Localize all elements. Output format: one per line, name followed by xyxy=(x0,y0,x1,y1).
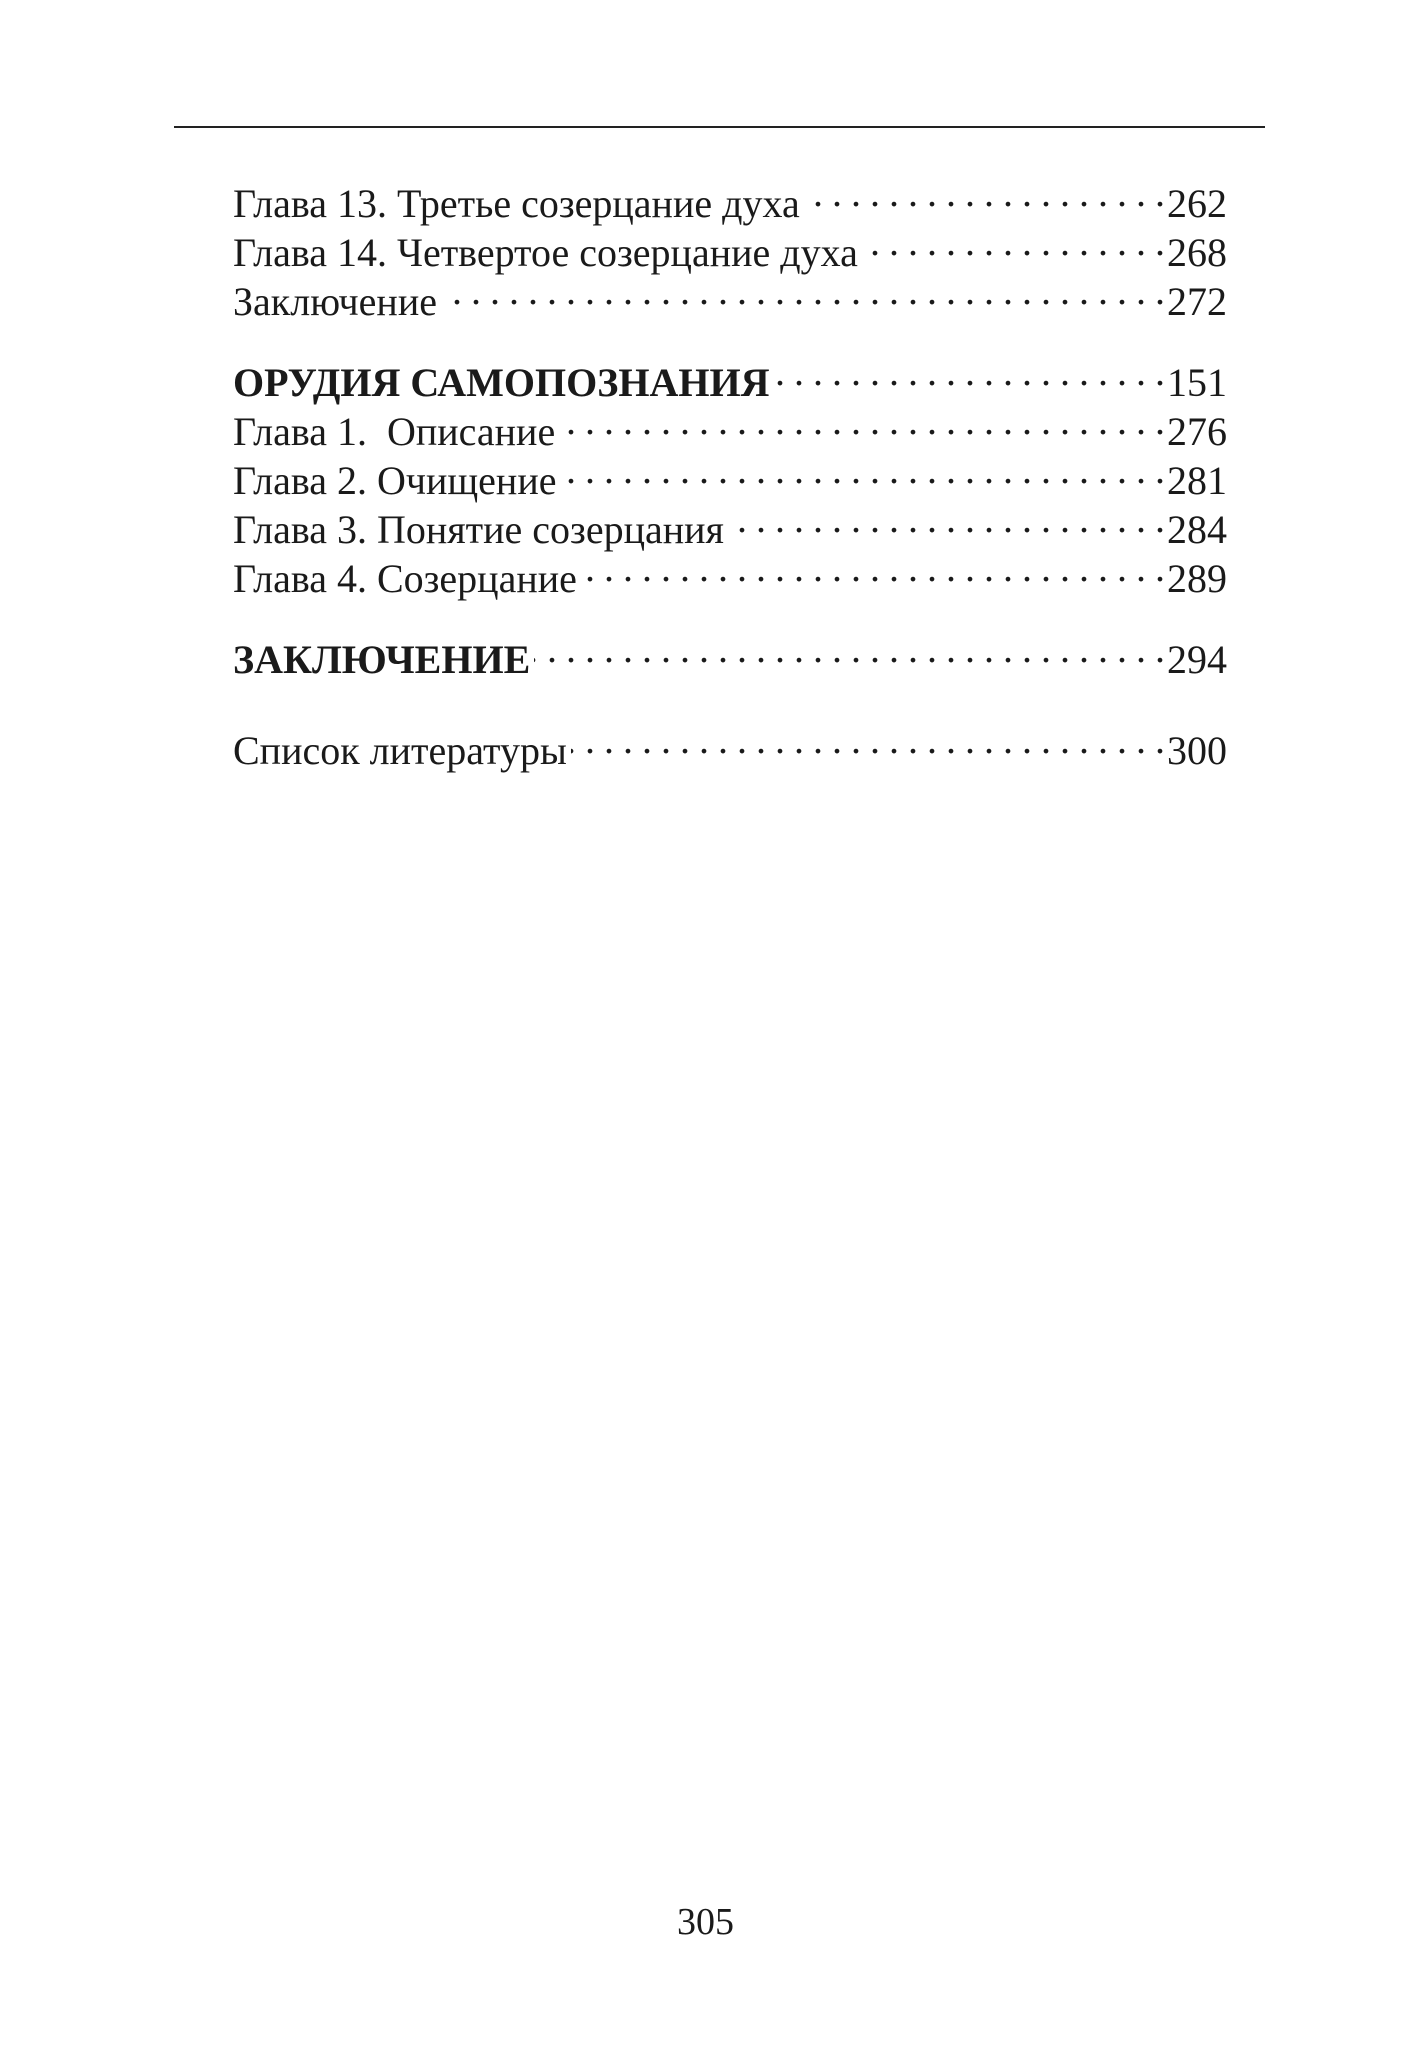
toc-entry-page: 281 xyxy=(1167,458,1227,503)
dot-leader xyxy=(560,445,1165,494)
dot-leader xyxy=(534,624,1165,673)
toc-entry-title: Список литературы xyxy=(233,728,567,773)
toc-entry-title: Глава 13. Третье созерцание духа xyxy=(233,181,800,226)
dot-leader xyxy=(581,543,1165,592)
toc-entry-title: Глава 1. Описание xyxy=(233,409,556,454)
dot-leader xyxy=(441,266,1165,315)
toc-section-heading xyxy=(233,347,1227,405)
toc-entry-page: 276 xyxy=(1167,409,1227,454)
toc-entry-page: 268 xyxy=(1167,230,1227,275)
toc-entry-title: Глава 2. Очищение xyxy=(233,458,557,503)
toc-entry xyxy=(233,168,1227,226)
toc-entry-page: 272 xyxy=(1167,279,1227,324)
toc-entry-title: Глава 3. Понятие созерцания xyxy=(233,507,724,552)
toc-entry xyxy=(233,715,1227,773)
toc-entry-page: 262 xyxy=(1167,181,1227,226)
toc-entry-page: 300 xyxy=(1167,728,1227,773)
toc-entry-page: 289 xyxy=(1167,556,1227,601)
page-number: 305 xyxy=(677,1901,734,1943)
dot-leader xyxy=(571,715,1165,764)
dot-leader xyxy=(804,168,1165,217)
dot-leader xyxy=(773,347,1165,396)
toc-section-heading xyxy=(233,624,1227,682)
table-of-contents xyxy=(233,168,1227,773)
toc-entry-title: Глава 14. Четвертое созерцание духа xyxy=(233,230,858,275)
toc-entry-title: Заключение xyxy=(233,279,437,324)
toc-entry-page: 284 xyxy=(1167,507,1227,552)
toc-section-title: ОРУДИЯ САМОПОЗНАНИЯ xyxy=(233,360,770,405)
dot-leader xyxy=(862,217,1165,266)
dot-leader xyxy=(728,494,1165,543)
toc-section-title: ЗАКЛЮЧЕНИЕ xyxy=(233,637,531,682)
header-rule xyxy=(174,126,1265,128)
toc-section-page: 294 xyxy=(1167,637,1227,682)
toc-entry-title: Глава 4. Созерцание xyxy=(233,556,577,601)
dot-leader xyxy=(559,396,1165,445)
toc-section-page: 151 xyxy=(1167,360,1227,405)
